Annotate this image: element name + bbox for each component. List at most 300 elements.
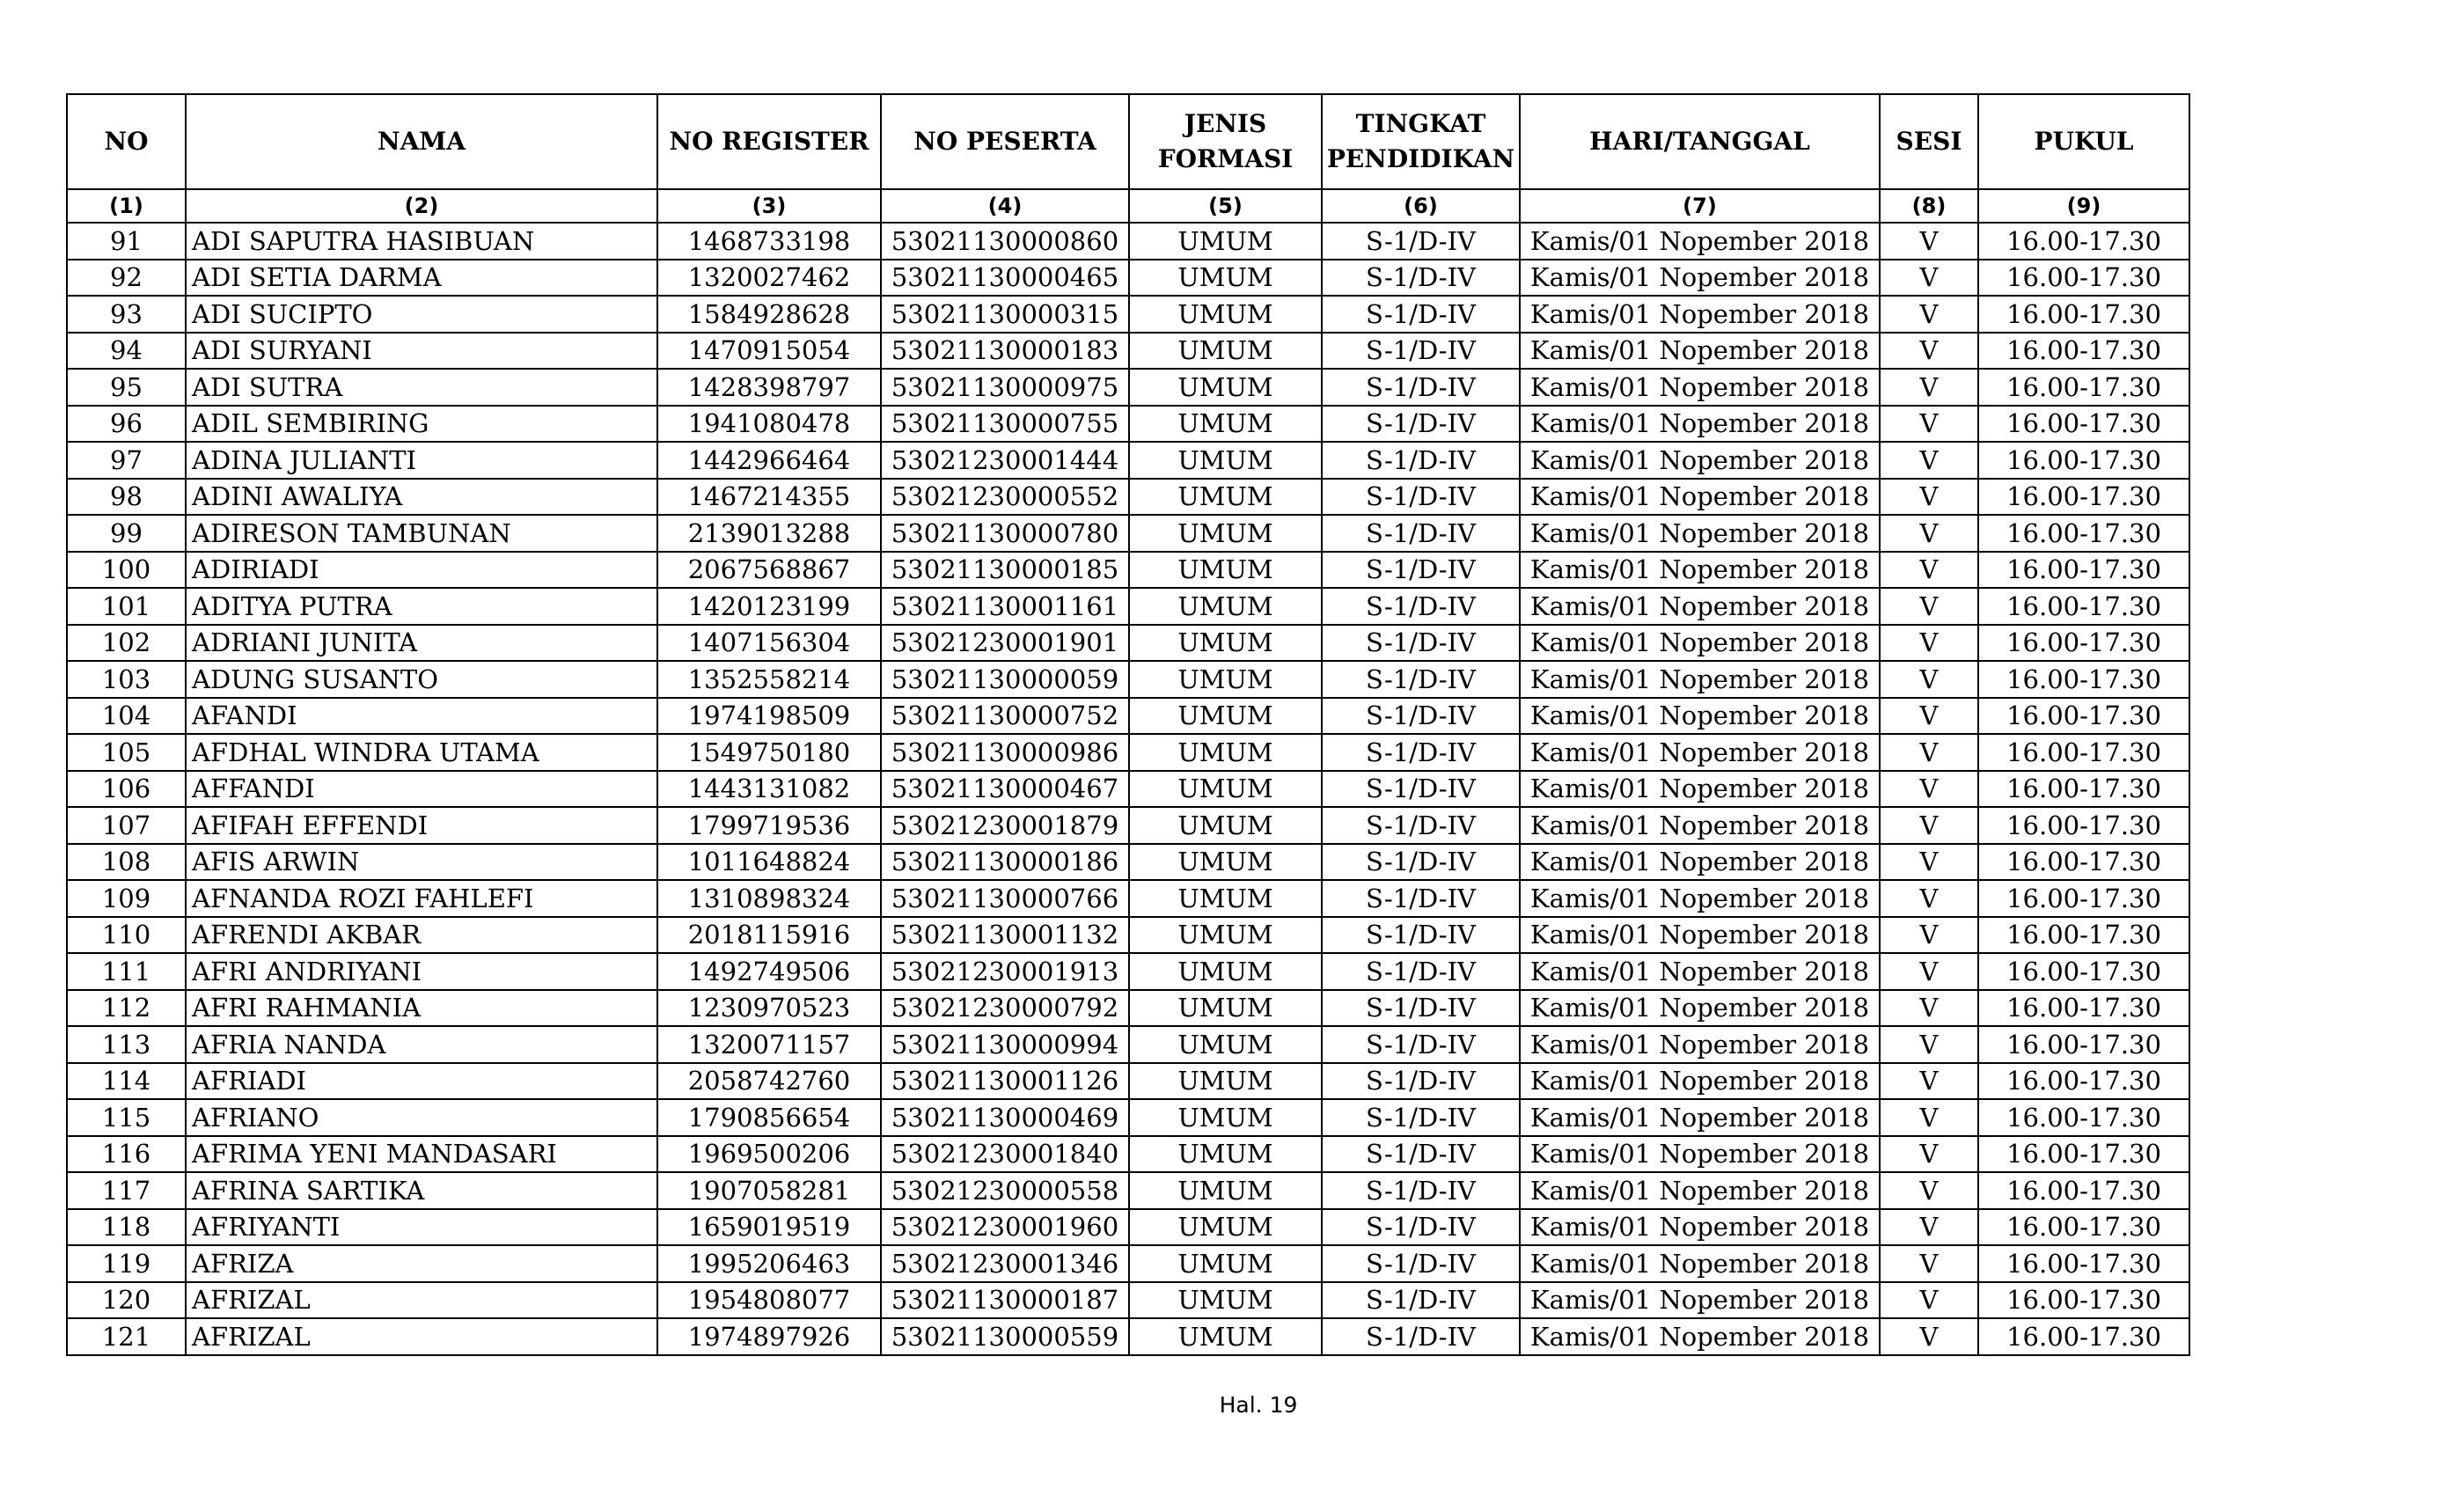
cell-sesi: V <box>1880 1282 1978 1319</box>
cell-sesi: V <box>1880 1172 1978 1209</box>
cell-jenis-formasi: UMUM <box>1129 406 1322 443</box>
cell-hari-tanggal: Kamis/01 Nopember 2018 <box>1520 1282 1880 1319</box>
cell-nama: AFRIMA YENI MANDASARI <box>186 1136 657 1173</box>
cell-sesi: V <box>1880 734 1978 771</box>
cell-no-peserta: 53021130000755 <box>881 406 1129 443</box>
cell-no: 103 <box>67 661 186 698</box>
cell-sesi: V <box>1880 296 1978 333</box>
table-row <box>67 807 2189 844</box>
cell-no-register: 2058742760 <box>657 1063 881 1100</box>
cell-sesi: V <box>1880 807 1978 844</box>
cell-hari-tanggal: Kamis/01 Nopember 2018 <box>1520 1318 1880 1355</box>
cell-pukul: 16.00-17.30 <box>1978 771 2189 808</box>
cell-no-peserta: 53021230001879 <box>881 807 1129 844</box>
cell-sesi: V <box>1880 369 1978 406</box>
cell-nama: ADI SAPUTRA HASIBUAN <box>186 223 657 260</box>
cell-no: 102 <box>67 625 186 662</box>
cell-jenis-formasi: UMUM <box>1129 1209 1322 1246</box>
cell-no-peserta: 53021230001840 <box>881 1136 1129 1173</box>
header-no: NO <box>67 94 186 189</box>
cell-no-register: 1467214355 <box>657 479 881 516</box>
column-number: (3) <box>657 189 881 223</box>
table-row <box>67 552 2189 589</box>
cell-sesi: V <box>1880 1245 1978 1282</box>
cell-jenis-formasi: UMUM <box>1129 880 1322 917</box>
table-row <box>67 1245 2189 1282</box>
cell-nama: ADINI AWALIYA <box>186 479 657 516</box>
cell-nama: AFRIZAL <box>186 1318 657 1355</box>
cell-no-register: 1310898324 <box>657 880 881 917</box>
cell-jenis-formasi: UMUM <box>1129 1282 1322 1319</box>
cell-no: 119 <box>67 1245 186 1282</box>
cell-no: 111 <box>67 953 186 990</box>
table-row <box>67 369 2189 406</box>
cell-no: 100 <box>67 552 186 589</box>
cell-no: 101 <box>67 588 186 625</box>
cell-no: 92 <box>67 260 186 297</box>
cell-tingkat-pendidikan: S-1/D-IV <box>1322 406 1520 443</box>
cell-pukul: 16.00-17.30 <box>1978 698 2189 735</box>
cell-pukul: 16.00-17.30 <box>1978 1282 2189 1319</box>
cell-no-register: 1974198509 <box>657 698 881 735</box>
cell-jenis-formasi: UMUM <box>1129 260 1322 297</box>
cell-tingkat-pendidikan: S-1/D-IV <box>1322 296 1520 333</box>
cell-nama: AFRIANO <box>186 1099 657 1136</box>
cell-tingkat-pendidikan: S-1/D-IV <box>1322 844 1520 881</box>
cell-no-register: 2018115916 <box>657 917 881 954</box>
cell-no: 114 <box>67 1063 186 1100</box>
cell-sesi: V <box>1880 1209 1978 1246</box>
cell-pukul: 16.00-17.30 <box>1978 442 2189 479</box>
cell-sesi: V <box>1880 442 1978 479</box>
cell-tingkat-pendidikan: S-1/D-IV <box>1322 1026 1520 1063</box>
cell-nama: ADUNG SUSANTO <box>186 661 657 698</box>
cell-tingkat-pendidikan: S-1/D-IV <box>1322 771 1520 808</box>
cell-hari-tanggal: Kamis/01 Nopember 2018 <box>1520 296 1880 333</box>
cell-hari-tanggal: Kamis/01 Nopember 2018 <box>1520 369 1880 406</box>
cell-no-peserta: 53021130000780 <box>881 515 1129 552</box>
cell-nama: ADI SETIA DARMA <box>186 260 657 297</box>
cell-nama: AFRENDI AKBAR <box>186 917 657 954</box>
cell-tingkat-pendidikan: S-1/D-IV <box>1322 1063 1520 1100</box>
cell-sesi: V <box>1880 661 1978 698</box>
cell-tingkat-pendidikan: S-1/D-IV <box>1322 1099 1520 1136</box>
cell-hari-tanggal: Kamis/01 Nopember 2018 <box>1520 260 1880 297</box>
table-row <box>67 296 2189 333</box>
header-pukul: PUKUL <box>1978 94 2189 189</box>
cell-nama: AFRI ANDRIYANI <box>186 953 657 990</box>
header-no-peserta: NO PESERTA <box>881 94 1129 189</box>
table-row <box>67 844 2189 881</box>
cell-no-peserta: 53021230001346 <box>881 1245 1129 1282</box>
cell-no-peserta: 53021130000187 <box>881 1282 1129 1319</box>
cell-pukul: 16.00-17.30 <box>1978 1099 2189 1136</box>
cell-tingkat-pendidikan: S-1/D-IV <box>1322 1245 1520 1282</box>
cell-sesi: V <box>1880 625 1978 662</box>
cell-no: 99 <box>67 515 186 552</box>
cell-pukul: 16.00-17.30 <box>1978 990 2189 1027</box>
cell-no: 105 <box>67 734 186 771</box>
table-row <box>67 1136 2189 1173</box>
cell-no-peserta: 53021130000183 <box>881 333 1129 370</box>
cell-pukul: 16.00-17.30 <box>1978 1209 2189 1246</box>
cell-no-peserta: 53021230001444 <box>881 442 1129 479</box>
cell-jenis-formasi: UMUM <box>1129 953 1322 990</box>
cell-jenis-formasi: UMUM <box>1129 1245 1322 1282</box>
cell-nama: AFANDI <box>186 698 657 735</box>
cell-no-register: 1443131082 <box>657 771 881 808</box>
cell-no: 116 <box>67 1136 186 1173</box>
cell-no-register: 1428398797 <box>657 369 881 406</box>
table-row <box>67 1063 2189 1100</box>
cell-pukul: 16.00-17.30 <box>1978 1318 2189 1355</box>
cell-nama: AFRIA NANDA <box>186 1026 657 1063</box>
cell-hari-tanggal: Kamis/01 Nopember 2018 <box>1520 880 1880 917</box>
cell-hari-tanggal: Kamis/01 Nopember 2018 <box>1520 406 1880 443</box>
cell-jenis-formasi: UMUM <box>1129 296 1322 333</box>
cell-no-peserta: 53021130000975 <box>881 369 1129 406</box>
cell-nama: AFFANDI <box>186 771 657 808</box>
cell-no-peserta: 53021130000986 <box>881 734 1129 771</box>
cell-hari-tanggal: Kamis/01 Nopember 2018 <box>1520 844 1880 881</box>
cell-nama: AFDHAL WINDRA UTAMA <box>186 734 657 771</box>
cell-no: 112 <box>67 990 186 1027</box>
cell-sesi: V <box>1880 880 1978 917</box>
cell-pukul: 16.00-17.30 <box>1978 1063 2189 1100</box>
column-number: (6) <box>1322 189 1520 223</box>
cell-jenis-formasi: UMUM <box>1129 223 1322 260</box>
cell-sesi: V <box>1880 990 1978 1027</box>
header-nama: NAMA <box>186 94 657 189</box>
cell-jenis-formasi: UMUM <box>1129 1026 1322 1063</box>
cell-tingkat-pendidikan: S-1/D-IV <box>1322 333 1520 370</box>
cell-hari-tanggal: Kamis/01 Nopember 2018 <box>1520 552 1880 589</box>
cell-pukul: 16.00-17.30 <box>1978 807 2189 844</box>
cell-hari-tanggal: Kamis/01 Nopember 2018 <box>1520 1172 1880 1209</box>
cell-no: 93 <box>67 296 186 333</box>
cell-no: 110 <box>67 917 186 954</box>
table-row <box>67 1026 2189 1063</box>
cell-nama: ADIL SEMBIRING <box>186 406 657 443</box>
cell-nama: AFIFAH EFFENDI <box>186 807 657 844</box>
cell-tingkat-pendidikan: S-1/D-IV <box>1322 625 1520 662</box>
table-row <box>67 953 2189 990</box>
cell-no-register: 1584928628 <box>657 296 881 333</box>
cell-no-register: 1407156304 <box>657 625 881 662</box>
table-row <box>67 990 2189 1027</box>
cell-hari-tanggal: Kamis/01 Nopember 2018 <box>1520 917 1880 954</box>
cell-tingkat-pendidikan: S-1/D-IV <box>1322 552 1520 589</box>
cell-no: 104 <box>67 698 186 735</box>
cell-no-register: 1320071157 <box>657 1026 881 1063</box>
cell-jenis-formasi: UMUM <box>1129 1063 1322 1100</box>
cell-no: 94 <box>67 333 186 370</box>
cell-jenis-formasi: UMUM <box>1129 844 1322 881</box>
cell-no: 121 <box>67 1318 186 1355</box>
cell-no: 106 <box>67 771 186 808</box>
cell-no: 107 <box>67 807 186 844</box>
cell-no-peserta: 53021130001132 <box>881 917 1129 954</box>
cell-jenis-formasi: UMUM <box>1129 698 1322 735</box>
cell-sesi: V <box>1880 479 1978 516</box>
cell-no-peserta: 53021130000994 <box>881 1026 1129 1063</box>
cell-pukul: 16.00-17.30 <box>1978 661 2189 698</box>
cell-no-peserta: 53021130000465 <box>881 260 1129 297</box>
cell-nama: ADRIANI JUNITA <box>186 625 657 662</box>
column-number: (4) <box>881 189 1129 223</box>
cell-pukul: 16.00-17.30 <box>1978 880 2189 917</box>
cell-nama: AFRI RAHMANIA <box>186 990 657 1027</box>
cell-pukul: 16.00-17.30 <box>1978 333 2189 370</box>
cell-nama: ADIRIADI <box>186 552 657 589</box>
cell-no-register: 1352558214 <box>657 661 881 698</box>
cell-nama: AFRIYANTI <box>186 1209 657 1246</box>
cell-no-register: 1230970523 <box>657 990 881 1027</box>
cell-sesi: V <box>1880 917 1978 954</box>
cell-tingkat-pendidikan: S-1/D-IV <box>1322 661 1520 698</box>
cell-no-peserta: 53021130000186 <box>881 844 1129 881</box>
cell-no-register: 1941080478 <box>657 406 881 443</box>
cell-tingkat-pendidikan: S-1/D-IV <box>1322 880 1520 917</box>
participant-schedule-table <box>66 93 2190 1356</box>
cell-hari-tanggal: Kamis/01 Nopember 2018 <box>1520 442 1880 479</box>
table-header-row <box>67 94 2189 189</box>
cell-no-peserta: 53021130000059 <box>881 661 1129 698</box>
table-row <box>67 406 2189 443</box>
cell-no-register: 1995206463 <box>657 1245 881 1282</box>
cell-no-register: 1790856654 <box>657 1099 881 1136</box>
cell-jenis-formasi: UMUM <box>1129 442 1322 479</box>
cell-pukul: 16.00-17.30 <box>1978 1136 2189 1173</box>
cell-no: 115 <box>67 1099 186 1136</box>
table-row <box>67 880 2189 917</box>
column-number: (2) <box>186 189 657 223</box>
cell-tingkat-pendidikan: S-1/D-IV <box>1322 1282 1520 1319</box>
cell-nama: ADIRESON TAMBUNAN <box>186 515 657 552</box>
page-number: Hal. 19 <box>1219 1392 1298 1418</box>
cell-sesi: V <box>1880 223 1978 260</box>
header-tingkat-pendidikan: TINGKAT PENDIDIKAN <box>1322 94 1520 189</box>
cell-no-register: 1907058281 <box>657 1172 881 1209</box>
table-row <box>67 260 2189 297</box>
cell-nama: ADITYA PUTRA <box>186 588 657 625</box>
table-row <box>67 661 2189 698</box>
cell-no-register: 1468733198 <box>657 223 881 260</box>
cell-no-register: 2067568867 <box>657 552 881 589</box>
cell-sesi: V <box>1880 588 1978 625</box>
cell-jenis-formasi: UMUM <box>1129 1318 1322 1355</box>
cell-no-peserta: 53021230001960 <box>881 1209 1129 1246</box>
cell-no-register: 1492749506 <box>657 953 881 990</box>
cell-no-peserta: 53021130000469 <box>881 1099 1129 1136</box>
header-sesi: SESI <box>1880 94 1978 189</box>
cell-no-register: 1974897926 <box>657 1318 881 1355</box>
table-row <box>67 515 2189 552</box>
cell-no-register: 1799719536 <box>657 807 881 844</box>
cell-no-peserta: 53021130000315 <box>881 296 1129 333</box>
cell-tingkat-pendidikan: S-1/D-IV <box>1322 515 1520 552</box>
cell-sesi: V <box>1880 1318 1978 1355</box>
column-number: (5) <box>1129 189 1322 223</box>
table-row <box>67 1318 2189 1355</box>
column-number: (9) <box>1978 189 2189 223</box>
cell-sesi: V <box>1880 698 1978 735</box>
cell-jenis-formasi: UMUM <box>1129 369 1322 406</box>
cell-hari-tanggal: Kamis/01 Nopember 2018 <box>1520 588 1880 625</box>
cell-no-peserta: 53021230001901 <box>881 625 1129 662</box>
cell-tingkat-pendidikan: S-1/D-IV <box>1322 734 1520 771</box>
cell-nama: ADINA JULIANTI <box>186 442 657 479</box>
table-row <box>67 442 2189 479</box>
cell-tingkat-pendidikan: S-1/D-IV <box>1322 1209 1520 1246</box>
table-row <box>67 734 2189 771</box>
table-row <box>67 917 2189 954</box>
cell-jenis-formasi: UMUM <box>1129 1099 1322 1136</box>
cell-sesi: V <box>1880 552 1978 589</box>
cell-no-register: 1011648824 <box>657 844 881 881</box>
table-row <box>67 698 2189 735</box>
cell-hari-tanggal: Kamis/01 Nopember 2018 <box>1520 1245 1880 1282</box>
table-row <box>67 1099 2189 1136</box>
cell-pukul: 16.00-17.30 <box>1978 1026 2189 1063</box>
cell-sesi: V <box>1880 771 1978 808</box>
cell-no-peserta: 53021130000467 <box>881 771 1129 808</box>
cell-no-peserta: 53021230000558 <box>881 1172 1129 1209</box>
table-row <box>67 223 2189 260</box>
cell-sesi: V <box>1880 1099 1978 1136</box>
cell-hari-tanggal: Kamis/01 Nopember 2018 <box>1520 990 1880 1027</box>
cell-pukul: 16.00-17.30 <box>1978 1245 2189 1282</box>
cell-tingkat-pendidikan: S-1/D-IV <box>1322 1318 1520 1355</box>
cell-jenis-formasi: UMUM <box>1129 588 1322 625</box>
table-row <box>67 625 2189 662</box>
cell-hari-tanggal: Kamis/01 Nopember 2018 <box>1520 479 1880 516</box>
cell-nama: ADI SUTRA <box>186 369 657 406</box>
cell-no-register: 1549750180 <box>657 734 881 771</box>
cell-nama: ADI SUCIPTO <box>186 296 657 333</box>
cell-pukul: 16.00-17.30 <box>1978 844 2189 881</box>
cell-hari-tanggal: Kamis/01 Nopember 2018 <box>1520 515 1880 552</box>
cell-jenis-formasi: UMUM <box>1129 515 1322 552</box>
cell-pukul: 16.00-17.30 <box>1978 588 2189 625</box>
cell-pukul: 16.00-17.30 <box>1978 296 2189 333</box>
cell-no-register: 2139013288 <box>657 515 881 552</box>
cell-tingkat-pendidikan: S-1/D-IV <box>1322 807 1520 844</box>
cell-no-peserta: 53021130000860 <box>881 223 1129 260</box>
cell-no-register: 1470915054 <box>657 333 881 370</box>
cell-no-peserta: 53021230000552 <box>881 479 1129 516</box>
table-row <box>67 771 2189 808</box>
cell-no-peserta: 53021130000752 <box>881 698 1129 735</box>
header-jenis-formasi: JENIS FORMASI <box>1129 94 1322 189</box>
table-row <box>67 1209 2189 1246</box>
cell-pukul: 16.00-17.30 <box>1978 406 2189 443</box>
cell-tingkat-pendidikan: S-1/D-IV <box>1322 223 1520 260</box>
cell-tingkat-pendidikan: S-1/D-IV <box>1322 442 1520 479</box>
cell-pukul: 16.00-17.30 <box>1978 223 2189 260</box>
cell-sesi: V <box>1880 1063 1978 1100</box>
cell-hari-tanggal: Kamis/01 Nopember 2018 <box>1520 333 1880 370</box>
cell-tingkat-pendidikan: S-1/D-IV <box>1322 1136 1520 1173</box>
cell-jenis-formasi: UMUM <box>1129 734 1322 771</box>
cell-no-peserta: 53021130000559 <box>881 1318 1129 1355</box>
cell-jenis-formasi: UMUM <box>1129 990 1322 1027</box>
header-no-register: NO REGISTER <box>657 94 881 189</box>
cell-no: 118 <box>67 1209 186 1246</box>
cell-nama: AFRIADI <box>186 1063 657 1100</box>
table-row <box>67 1282 2189 1319</box>
cell-no-peserta: 53021230000792 <box>881 990 1129 1027</box>
cell-pukul: 16.00-17.30 <box>1978 260 2189 297</box>
cell-hari-tanggal: Kamis/01 Nopember 2018 <box>1520 953 1880 990</box>
cell-jenis-formasi: UMUM <box>1129 552 1322 589</box>
cell-no: 109 <box>67 880 186 917</box>
cell-no: 97 <box>67 442 186 479</box>
cell-no-register: 1320027462 <box>657 260 881 297</box>
cell-no-register: 1659019519 <box>657 1209 881 1246</box>
cell-no-peserta: 53021130001161 <box>881 588 1129 625</box>
cell-no: 108 <box>67 844 186 881</box>
cell-jenis-formasi: UMUM <box>1129 333 1322 370</box>
cell-nama: AFIS ARWIN <box>186 844 657 881</box>
cell-hari-tanggal: Kamis/01 Nopember 2018 <box>1520 1063 1880 1100</box>
cell-jenis-formasi: UMUM <box>1129 1172 1322 1209</box>
cell-hari-tanggal: Kamis/01 Nopember 2018 <box>1520 661 1880 698</box>
cell-no: 117 <box>67 1172 186 1209</box>
cell-pukul: 16.00-17.30 <box>1978 1172 2189 1209</box>
cell-hari-tanggal: Kamis/01 Nopember 2018 <box>1520 771 1880 808</box>
cell-nama: AFRINA SARTIKA <box>186 1172 657 1209</box>
cell-hari-tanggal: Kamis/01 Nopember 2018 <box>1520 1026 1880 1063</box>
cell-no-register: 1954808077 <box>657 1282 881 1319</box>
table-body <box>67 223 2189 1355</box>
table-row <box>67 333 2189 370</box>
cell-sesi: V <box>1880 260 1978 297</box>
cell-no: 91 <box>67 223 186 260</box>
column-number: (1) <box>67 189 186 223</box>
cell-no: 120 <box>67 1282 186 1319</box>
cell-no: 113 <box>67 1026 186 1063</box>
cell-jenis-formasi: UMUM <box>1129 917 1322 954</box>
cell-hari-tanggal: Kamis/01 Nopember 2018 <box>1520 734 1880 771</box>
cell-sesi: V <box>1880 515 1978 552</box>
cell-pukul: 16.00-17.30 <box>1978 552 2189 589</box>
cell-nama: AFRIZAL <box>186 1282 657 1319</box>
cell-tingkat-pendidikan: S-1/D-IV <box>1322 698 1520 735</box>
cell-no-peserta: 53021130000766 <box>881 880 1129 917</box>
cell-no-peserta: 53021130000185 <box>881 552 1129 589</box>
cell-tingkat-pendidikan: S-1/D-IV <box>1322 990 1520 1027</box>
table-row <box>67 1172 2189 1209</box>
cell-tingkat-pendidikan: S-1/D-IV <box>1322 369 1520 406</box>
cell-tingkat-pendidikan: S-1/D-IV <box>1322 953 1520 990</box>
cell-no-peserta: 53021230001913 <box>881 953 1129 990</box>
cell-pukul: 16.00-17.30 <box>1978 734 2189 771</box>
cell-nama: ADI SURYANI <box>186 333 657 370</box>
cell-hari-tanggal: Kamis/01 Nopember 2018 <box>1520 625 1880 662</box>
table-row <box>67 479 2189 516</box>
cell-tingkat-pendidikan: S-1/D-IV <box>1322 260 1520 297</box>
cell-jenis-formasi: UMUM <box>1129 1136 1322 1173</box>
cell-jenis-formasi: UMUM <box>1129 479 1322 516</box>
cell-pukul: 16.00-17.30 <box>1978 953 2189 990</box>
cell-no: 98 <box>67 479 186 516</box>
cell-pukul: 16.00-17.30 <box>1978 515 2189 552</box>
cell-jenis-formasi: UMUM <box>1129 661 1322 698</box>
header-hari-tanggal: HARI/TANGGAL <box>1520 94 1880 189</box>
cell-no: 95 <box>67 369 186 406</box>
cell-hari-tanggal: Kamis/01 Nopember 2018 <box>1520 1209 1880 1246</box>
